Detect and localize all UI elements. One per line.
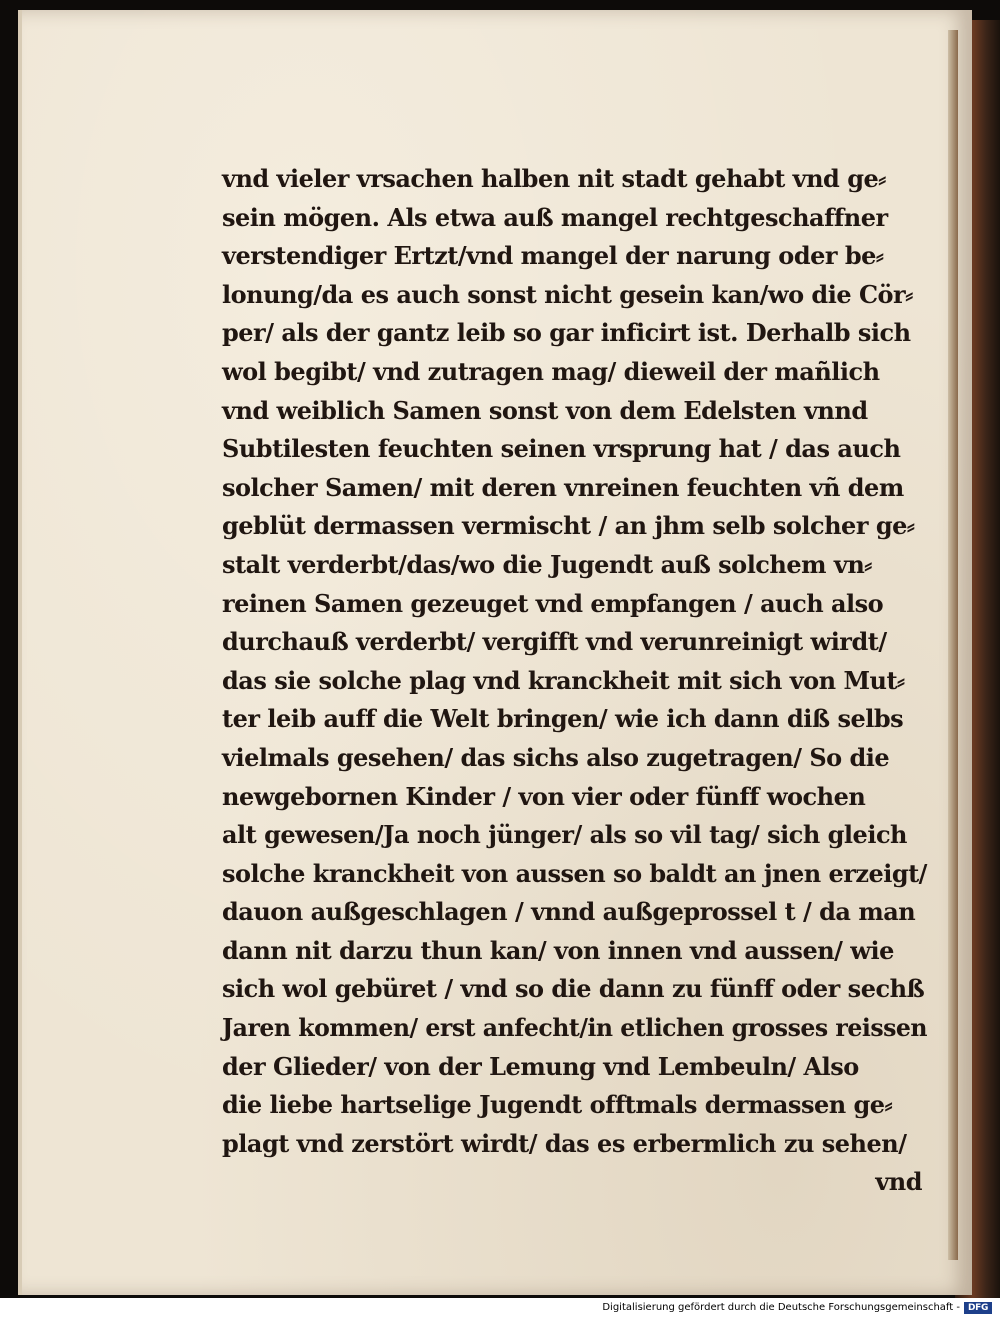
funding-credit: Digitalisierung gefördert durch die Deutsche Forschungsgemeinschaft - <box>602 1302 960 1313</box>
text-line: solche kranckheit von aussen so baldt an jnen erzeigt/ <box>222 858 927 888</box>
text-line: durchauß verderbt/ vergifft vnd verunreinigt wirdt/ <box>222 627 887 657</box>
text-line: newgebornen Kinder / von vier oder fünff wochen <box>222 781 866 811</box>
text-line: das sie solche plag vnd kranckheit mit sich von Mut⸗ <box>222 665 905 695</box>
text-block <box>222 160 932 1202</box>
text-line: ter leib auff die Welt bringen/ wie ich dann diß selbs <box>222 704 904 734</box>
text-line: wol begibt/ vnd zutragen mag/ dieweil der mañlich <box>222 356 880 386</box>
page-edge <box>948 30 958 1260</box>
text-line: sich wol gebüret / vnd so die dann zu fünff oder sechß <box>222 974 925 1004</box>
text-line: plagt vnd zerstört wirdt/ das es erbermlich zu sehen/ <box>222 1128 907 1158</box>
text-line: verstendiger Ertzt/vnd mangel der narung oder be⸗ <box>222 241 884 271</box>
text-line: per/ als der gantz leib so gar inficirt ist. Derhalb sich <box>222 318 911 348</box>
text-line: sein mögen. Als etwa auß mangel rechtgeschaffner <box>222 202 888 232</box>
text-line: vnd weiblich Samen sonst von dem Edelsten vnnd <box>222 395 868 425</box>
text-line: solcher Samen/ mit deren vnreinen feuchten vñ dem <box>222 472 904 502</box>
text-line: dann nit darzu thun kan/ von innen vnd aussen/ wie <box>222 935 894 965</box>
text-line: reinen Samen gezeuget vnd empfangen / auch also <box>222 588 884 618</box>
text-line: Subtilesten feuchten seinen vrsprung hat / das auch <box>222 434 901 464</box>
text-line: stalt verderbt/das/wo die Jugendt auß solchem vn⸗ <box>222 549 872 579</box>
text-line: alt gewesen/Ja noch jünger/ als so vil tag/ sich gleich <box>222 820 907 850</box>
dfg-logo-icon: DFG <box>964 1302 992 1314</box>
text-line: vielmals gesehen/ das sichs also zugetragen/ So die <box>222 742 890 772</box>
text-line: lonung/da es auch sonst nicht gesein kan/wo die Cör⸗ <box>222 279 913 309</box>
text-line: geblüt dermassen vermischt / an jhm selb solcher ge⸗ <box>222 511 915 541</box>
text-line: der Glieder/ von der Lemung vnd Lembeuln/ Also <box>222 1051 859 1081</box>
text-line: dauon außgeschlagen / vnnd außgeprossel t / da man <box>222 897 916 927</box>
catchword: vnd <box>875 1167 922 1197</box>
text-line: vnd vieler vrsachen halben nit stadt gehabt vnd ge⸗ <box>222 164 886 193</box>
text-line: Jaren kommen/ erst anfecht/in etlichen grosses reissen <box>222 1013 928 1043</box>
text-line: die liebe hartselige Jugendt offtmals dermassen ge⸗ <box>222 1090 893 1120</box>
